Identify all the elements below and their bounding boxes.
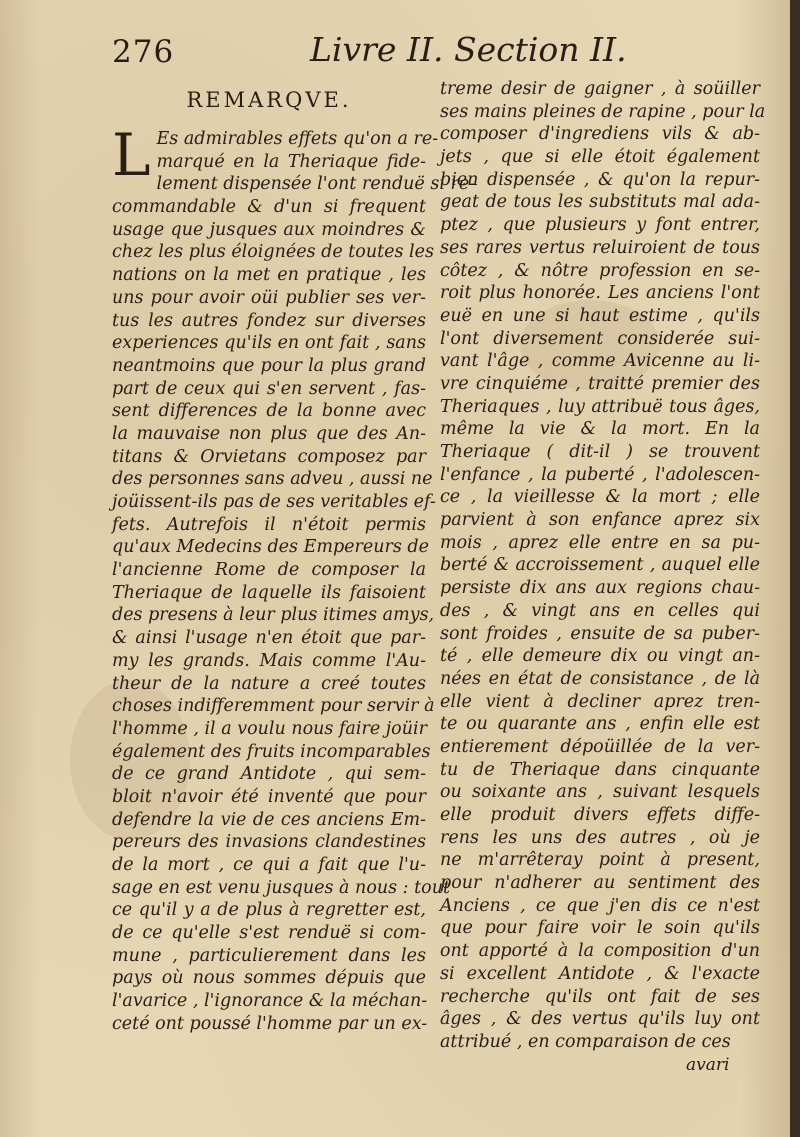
text-line: choses indifferemment pour servir à: [112, 696, 435, 717]
text-line: ou soixante ans , suivant lesquels: [440, 782, 760, 803]
text-line: euë en une si haut estime , qu'ils: [440, 305, 760, 326]
text-line: entierement dépoüillée de la ver-: [440, 736, 760, 757]
text-line: part de ceux qui s'en servent , fas-: [112, 378, 426, 399]
text-line: ce qu'il y a de plus à regretter est,: [112, 900, 426, 921]
text-line: l'enfance , la puberté , l'adolescen-: [440, 464, 760, 485]
text-line: qu'aux Medecins des Empereurs de: [112, 537, 429, 558]
text-line: roit plus honorée. Les anciens l'ont: [440, 283, 760, 304]
text-line: geat de tous les substituts mal ada-: [440, 192, 760, 213]
text-line: l'homme , il a voulu nous faire joüir: [112, 718, 427, 739]
text-line: joüissent-ils pas de ses veritables ef-: [112, 492, 436, 512]
text-line: tus les autres fondez sur diverses: [112, 310, 426, 331]
text-line: & ainsi l'usage n'en étoit que par-: [112, 628, 426, 649]
text-line: sage en est venu jusques à nous : tout: [112, 877, 451, 898]
text-line: persiste dix ans aux regions chau-: [440, 578, 760, 599]
text-line: sent differences de la bonne avec: [112, 401, 426, 422]
text-line: tu de Theriaque dans cinquante: [440, 759, 760, 780]
text-line: mois , aprez elle entre en sa pu-: [440, 532, 760, 553]
text-line: des , & vingt ans en celles qui: [440, 600, 760, 621]
text-line: bloit n'avoir été inventé que pour: [112, 786, 426, 807]
right-column: [440, 78, 766, 1054]
text-line: ses mains pleines de rapine , pour la: [440, 101, 766, 122]
text-line: de la mort , ce qui a fait que l'u-: [112, 855, 426, 875]
text-line: vant l'âge , comme Avicenne au li-: [440, 351, 760, 372]
text-line: elle produit divers effets diffe-: [440, 805, 760, 825]
page-header: [0, 28, 790, 78]
text-line: marqué en la Theriaque fide-: [156, 151, 426, 172]
text-line: vre cinquiéme , traitté premier des: [440, 373, 760, 394]
text-line: côtez , & nôtre profession en se-: [440, 260, 760, 281]
page-number: 276: [112, 34, 175, 70]
text-line: Theriaque de laquelle ils faisoient: [112, 582, 426, 603]
text-line: sont froides , ensuite de sa puber-: [440, 623, 760, 644]
text-line: composer d'ingrediens vils & ab-: [440, 124, 760, 145]
text-line: pereurs des invasions clandestines: [112, 832, 426, 853]
text-line: parvient à son enfance aprez six: [440, 510, 760, 531]
section-heading: REMARQVE.: [186, 88, 352, 112]
running-title: Livre II. Section II.: [310, 30, 627, 69]
text-line: attribué , en comparaison de ces: [440, 1031, 731, 1052]
text-line: jets , que si elle étoit également: [440, 147, 760, 168]
text-line: ceté ont poussé l'homme par un ex-: [112, 1013, 428, 1034]
text-line: berté & accroissement , auquel elle: [440, 555, 760, 576]
text-line: te ou quarante ans , enfin elle est: [440, 714, 760, 735]
text-line: même la vie & la mort. En la: [440, 419, 760, 440]
text-line: l'ancienne Rome de composer la: [112, 560, 426, 581]
text-line: Theriaque ( dit-il ) se trouvent: [440, 442, 760, 462]
text-line: l'avarice , l'ignorance & la méchan-: [112, 991, 428, 1012]
text-line: Anciens , ce que j'en dis ce n'est: [440, 895, 760, 916]
text-line: la mauvaise non plus que des An-: [112, 423, 426, 444]
catchword: avari: [686, 1055, 730, 1075]
text-line: bien dispensée , & qu'on la repur-: [440, 169, 760, 190]
text-line: my les grands. Mais comme l'Au-: [112, 650, 426, 671]
text-line: ont apporté à la composition d'un: [440, 941, 760, 962]
text-line: té , elle demeure dix ou vingt an-: [440, 646, 760, 667]
text-line: ses rares vertus reluiroient de tous: [440, 237, 760, 258]
text-line: neantmoins que pour la plus grand: [112, 355, 426, 376]
text-line: Es admirables effets qu'on a re-: [156, 129, 439, 149]
text-line: nées en état de consistance , de là: [440, 668, 760, 689]
text-line: ne m'arrêteray point à present,: [440, 850, 760, 871]
text-line: elle vient à decliner aprez tren-: [440, 691, 760, 712]
text-line: pour n'adherer au sentiment des: [440, 873, 760, 894]
text-line: pays où nous sommes dépuis que: [112, 968, 426, 989]
text-line: usage que jusques aux moindres &: [112, 219, 426, 240]
text-line: également des fruits incomparables: [112, 741, 431, 762]
text-line: âges , & des vertus qu'ils luy ont: [440, 1009, 760, 1030]
text-line: experiences qu'ils en ont fait , sans: [112, 333, 426, 354]
text-line: de ce grand Antidote , qui sem-: [112, 764, 426, 785]
text-line: treme desir de gaigner , à soüiller: [440, 79, 760, 99]
text-line: ptez , que plusieurs y font entrer,: [440, 215, 760, 236]
text-line: de ce qu'elle s'est renduë si com-: [112, 923, 426, 944]
text-line: recherche qu'ils ont fait de ses: [440, 986, 760, 1007]
text-line: rens les uns des autres , où je: [440, 827, 760, 848]
text-line: commandable & d'un si frequent: [112, 197, 426, 218]
text-line: l'ont diversement considerée sui-: [440, 328, 760, 349]
drop-cap: L: [112, 121, 151, 189]
text-line: ce , la vieillesse & la mort ; elle: [440, 487, 760, 508]
text-line: defendre la vie de ces anciens Em-: [112, 809, 426, 830]
text-line: mune , particulierement dans les: [112, 945, 426, 966]
text-line: theur de la nature a creé toutes: [112, 673, 426, 694]
text-line: nations on la met en pratique , les: [112, 265, 426, 286]
text-line: des presens à leur plus itimes amys,: [112, 605, 435, 626]
left-column: [112, 72, 476, 1036]
text-line: Theriaques , luy attribuë tous âges,: [440, 396, 760, 417]
text-line: fets. Autrefois il n'étoit permis: [112, 514, 426, 535]
text-line: si excellent Antidote , & l'exacte: [440, 963, 760, 984]
text-line: chez les plus éloignées de toutes les: [112, 242, 434, 263]
text-line: titans & Orvietans composez par: [112, 446, 426, 467]
text-line: des personnes sans adveu , aussi ne: [112, 469, 433, 490]
text-line: lement dispensée l'ont renduë si re-: [156, 174, 476, 195]
text-line: uns pour avoir oüi publier ses ver-: [112, 287, 426, 308]
text-line: que pour faire voir le soin qu'ils: [440, 918, 760, 939]
